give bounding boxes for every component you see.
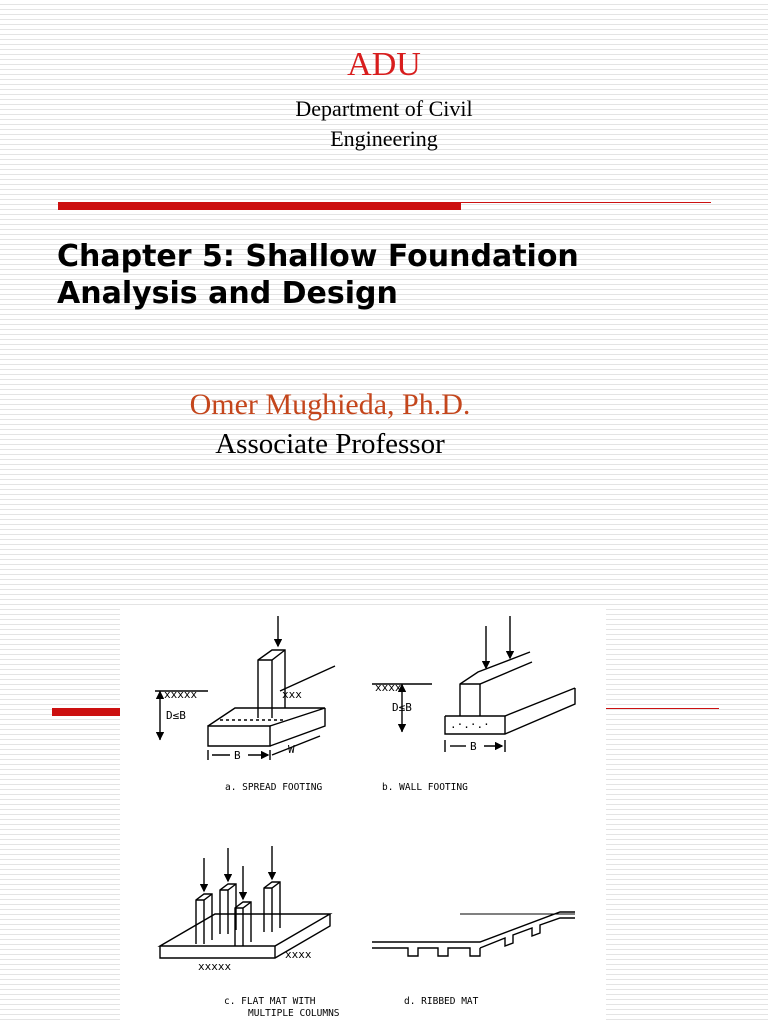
spread-footing-diagram — [155, 616, 335, 793]
svg-text:.·.·.·: .·.·.· — [450, 718, 490, 731]
chapter-title-line-1: Chapter 5: Shallow Foundation — [57, 239, 579, 274]
organization-name: ADU — [347, 46, 421, 83]
svg-text:xxxxx: xxxxx — [198, 960, 232, 973]
author-name: Omer Mughieda, Ph.D. — [189, 388, 471, 421]
caption-ribbed-mat: d. RIBBED MAT — [404, 996, 479, 1007]
foundation-types-figure — [120, 608, 606, 1024]
width-label-a: B — [234, 749, 241, 762]
flat-mat-diagram — [160, 846, 340, 1019]
caption-flat-mat-line-1: c. FLAT MAT WITH — [224, 996, 316, 1007]
department-line-1: Department of Civil — [295, 96, 473, 121]
svg-text:xxxxx: xxxxx — [164, 688, 198, 701]
ribbed-mat-diagram — [372, 912, 575, 1007]
footer-rule-thick — [52, 708, 120, 716]
header-rule-thick — [58, 202, 461, 210]
chapter-title — [57, 238, 737, 312]
wall-footing-diagram — [372, 616, 575, 793]
depth-label-b: D≤B — [392, 701, 412, 714]
department-name — [0, 94, 768, 154]
svg-text:xxxx: xxxx — [375, 681, 402, 694]
department-line-2: Engineering — [330, 126, 438, 151]
chapter-title-line-2: Analysis and Design — [57, 276, 398, 311]
length-label-a: W — [288, 743, 295, 756]
depth-label-a: D≤B — [166, 709, 186, 722]
caption-flat-mat-line-2: MULTIPLE COLUMNS — [248, 1008, 340, 1019]
caption-spread-footing: a. SPREAD FOOTING — [225, 782, 323, 793]
width-label-b: B — [470, 740, 477, 753]
svg-text:xxx: xxx — [282, 688, 302, 701]
author-position: Associate Professor — [215, 428, 445, 460]
svg-text:xxxx: xxxx — [285, 948, 312, 961]
caption-wall-footing: b. WALL FOOTING — [382, 782, 468, 793]
header-rule-thin — [461, 202, 711, 203]
footer-rule-thin — [606, 708, 719, 709]
